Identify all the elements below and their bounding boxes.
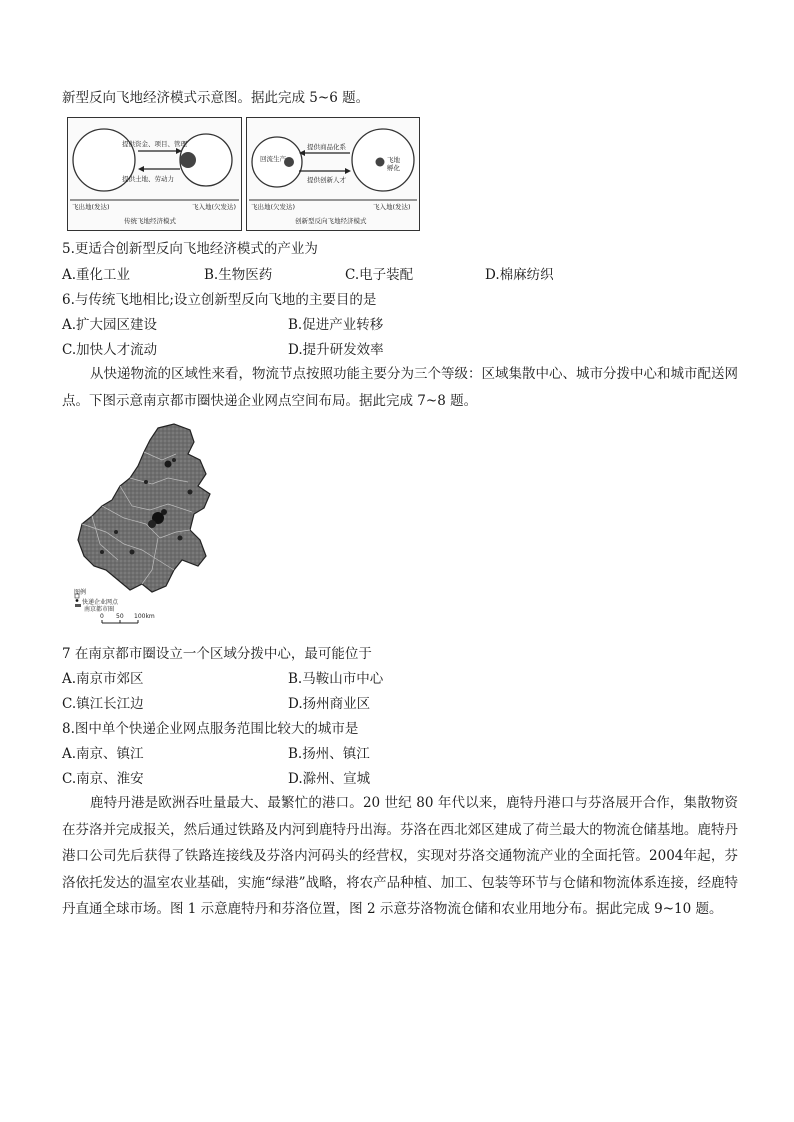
q7-option-b: B.马鞍山市中心	[288, 671, 384, 687]
fly-land-diagram	[67, 117, 420, 231]
passage-express-logistics: 从快递物流的区域性来看，物流节点按照功能主要分为三个等级：区域集散中心、城市分拨中心和城市配送网点。下图示意南京都市圈快递企业网点空间布局。据此完成 7~8 题。	[62, 366, 738, 409]
q7-option-c: C.镇江长江边	[62, 696, 144, 712]
passage-rotterdam-venlo: 鹿特丹港是欧洲吞吐量最大、最繁忙的港口。20 世纪 80 年代以来，鹿特丹港口与芬洛展开合作，集散物资在芬洛并完成报关，然后通过铁路及内河到鹿特丹出海。芬洛在西北郊区建成了荷兰最大的物流仓储基地。鹿特丹港口公司先后获得了铁路连接线及芬洛内河码头的经营权，实现对芬洛交通物流产业的全面托管。2004年起，芬洛依托发达的温室农业基础，实施“绿港”战略，将农产品种植、加工、包装等环节与仓储和物流体系连接，经鹿特丹直通全球市场。图 1 示意鹿特丹和芬洛位置，图 2 示意芬洛物流仓储和农业用地分布。据此完成 9~10 题。	[62, 795, 738, 917]
legend-express-outlet: 快递企业网点	[82, 599, 119, 606]
destination-label: 飞入地(欠发达)	[192, 203, 237, 211]
origin-label: 飞出地(欠发达)	[251, 203, 296, 211]
return-production-label: 回流生产	[260, 155, 286, 163]
q7-option-d: D.扬州商业区	[288, 696, 371, 712]
scale-label-50: 50	[116, 613, 124, 620]
arrow-top-label: 提供资金、项目、管理	[122, 140, 187, 148]
panel-caption: 创新型反向飞地经济模式	[295, 217, 367, 225]
destination-label: 飞入地(发达)	[373, 203, 411, 211]
q6-option-b: B.促进产业转移	[288, 317, 384, 333]
q5-option-d: D.棉麻纺织	[485, 267, 554, 283]
q5-option-a: A.重化工业	[62, 267, 131, 283]
scale-label-100: 100km	[134, 613, 155, 620]
innovative-model-panel	[246, 117, 420, 231]
question-7-stem: 7 在南京都市圈设立一个区域分拨中心，最可能位于	[62, 646, 372, 662]
q6-option-d: D.提升研发效率	[288, 342, 384, 358]
innovative-model-drawing	[247, 118, 419, 230]
arrow-bottom-label: 提供创新人才	[307, 176, 346, 184]
q5-option-b: B.生物医药	[204, 267, 273, 283]
panel-caption: 传统飞地经济模式	[124, 217, 176, 225]
legend-metro-area: 南京都市圈	[84, 606, 115, 613]
q8-option-a: A.南京、镇江	[62, 746, 144, 762]
origin-label: 飞出地(发达)	[72, 203, 110, 211]
legend-title: 图例	[74, 589, 87, 596]
traditional-model-panel	[67, 117, 242, 231]
q5-option-c: C.电子装配	[345, 267, 414, 283]
question-6-stem: 6.与传统飞地相比;设立创新型反向飞地的主要目的是	[62, 292, 377, 308]
q8-option-c: C.南京、淮安	[62, 771, 144, 787]
question-8-stem: 8.图中单个快递企业网点服务范围比较大的城市是	[62, 721, 359, 737]
q8-option-d: D.滁州、宣城	[288, 771, 371, 787]
enclave-incubation-label: 飞地孵化	[387, 156, 400, 172]
arrow-bottom-label: 提供土地、劳动力	[122, 175, 174, 183]
q7-option-a: A.南京市郊区	[62, 671, 144, 687]
scale-label-0: 0	[100, 613, 104, 620]
arrow-top-label: 提供商品化系	[307, 143, 346, 151]
question-5-stem: 5.更适合创新型反向飞地经济模式的产业为	[62, 241, 318, 257]
intro-line: 新型反向飞地经济模式示意图。据此完成 5~6 题。	[62, 90, 370, 106]
q6-option-a: A.扩大园区建设	[62, 317, 158, 333]
nanjing-metro-map	[72, 420, 232, 628]
q6-option-c: C.加快人才流动	[62, 342, 158, 358]
q8-option-b: B.扬州、镇江	[288, 746, 370, 762]
